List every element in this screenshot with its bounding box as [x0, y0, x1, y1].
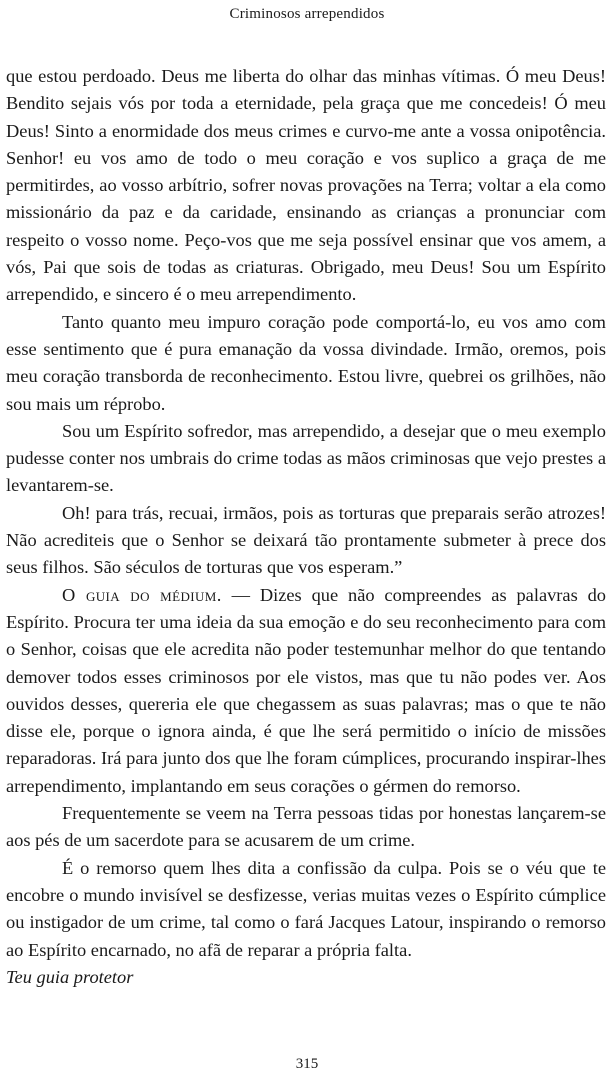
running-head: Criminosos arrependidos — [229, 6, 385, 22]
paragraph-5-text: — Dizes que não compreendes as palavras do Espírito. Procura ter uma ideia da sua emoção e do seu reconhecimento para com o Senhor, coisas que ele acredita não poder testemunhar melhor do que tentando demover todos esses criminosos por ele vistos, mas que tu não podes ver. Aos ouvidos desses, quereria ele que chegassem as suas palavras; mas o que te não disse ele, porque o ignora ainda, é que lhe será permitido o início de missões reparadoras. Irá para junto dos que lhe foram cúmplices, procurando inspirar-lhes arrependimento, implantando em seus corações o gérmen do remorso. — [6, 584, 607, 796]
paragraph-7: É o remorso quem lhes dita a confissão da culpa. Pois se o véu que te encobre o mundo invisível se desfizesse, verias muitas vezes o Espírito cúmplice ou instigador de um crime, tal como o fará Jacques Latour, inspirando o remorso ao Espírito encarnado, no afã de reparar a própria falta. — [6, 857, 606, 960]
body-text — [6, 63, 606, 991]
paragraph-3: Sou um Espírito sofredor, mas arrependido, a desejar que o meu exemplo pudesse conter nos umbrais do crime todas as mãos criminosas que vejo prestes a levantarem-se. — [6, 420, 606, 496]
paragraph-1: que estou perdoado. Deus me liberta do olhar das minhas vítimas. Ó meu Deus! Bendito sejais vós por toda a eternidade, pela graça que me concedeis! Ó meu Deus! Sinto a enormidade dos meus crimes e curvo-me ante a vossa onipotência. Senhor! eu vos amo de todo o meu coração e vos suplico a graça de me permitirdes, ao vosso arbítrio, sofrer novas provações na Terra; voltar a ela como missionário da paz e da caridade, ensinando as crianças a pronunciar com respeito o vosso nome. Peço-vos que me seja possível ensinar que vos amem, a vós, Pai que sois de todas as criaturas. Obrigado, meu Deus! Sou um Espírito arrependido, e sincero é o meu arrependimento. — [6, 66, 606, 305]
paragraph-5 — [6, 582, 606, 800]
paragraph-2: Tanto quanto meu impuro coração pode comportá-lo, eu vos amo com esse sentimento que é pura emanação da vossa divindade. Irmão, oremos, pois meu coração transborda de reconhecimento. Estou livre, quebrei os grilhões, não sou mais um réprobo. — [6, 311, 606, 414]
speaker-label: O guia do médium. — [62, 584, 222, 605]
paragraph-4: Oh! para trás, recuai, irmãos, pois as torturas que preparais serão atrozes! Não acrediteis que o Senhor se deixará tão prontamente submeter à prece dos seus filhos. São séculos de torturas que vos esperam.” — [6, 502, 606, 578]
paragraph-6: Frequentemente se veem na Terra pessoas tidas por honestas lançarem-se aos pés de um sacerdote para se acusarem de um crime. — [6, 803, 606, 851]
page-number: 315 — [295, 1056, 319, 1072]
signature: Teu guia protetor — [6, 966, 134, 987]
